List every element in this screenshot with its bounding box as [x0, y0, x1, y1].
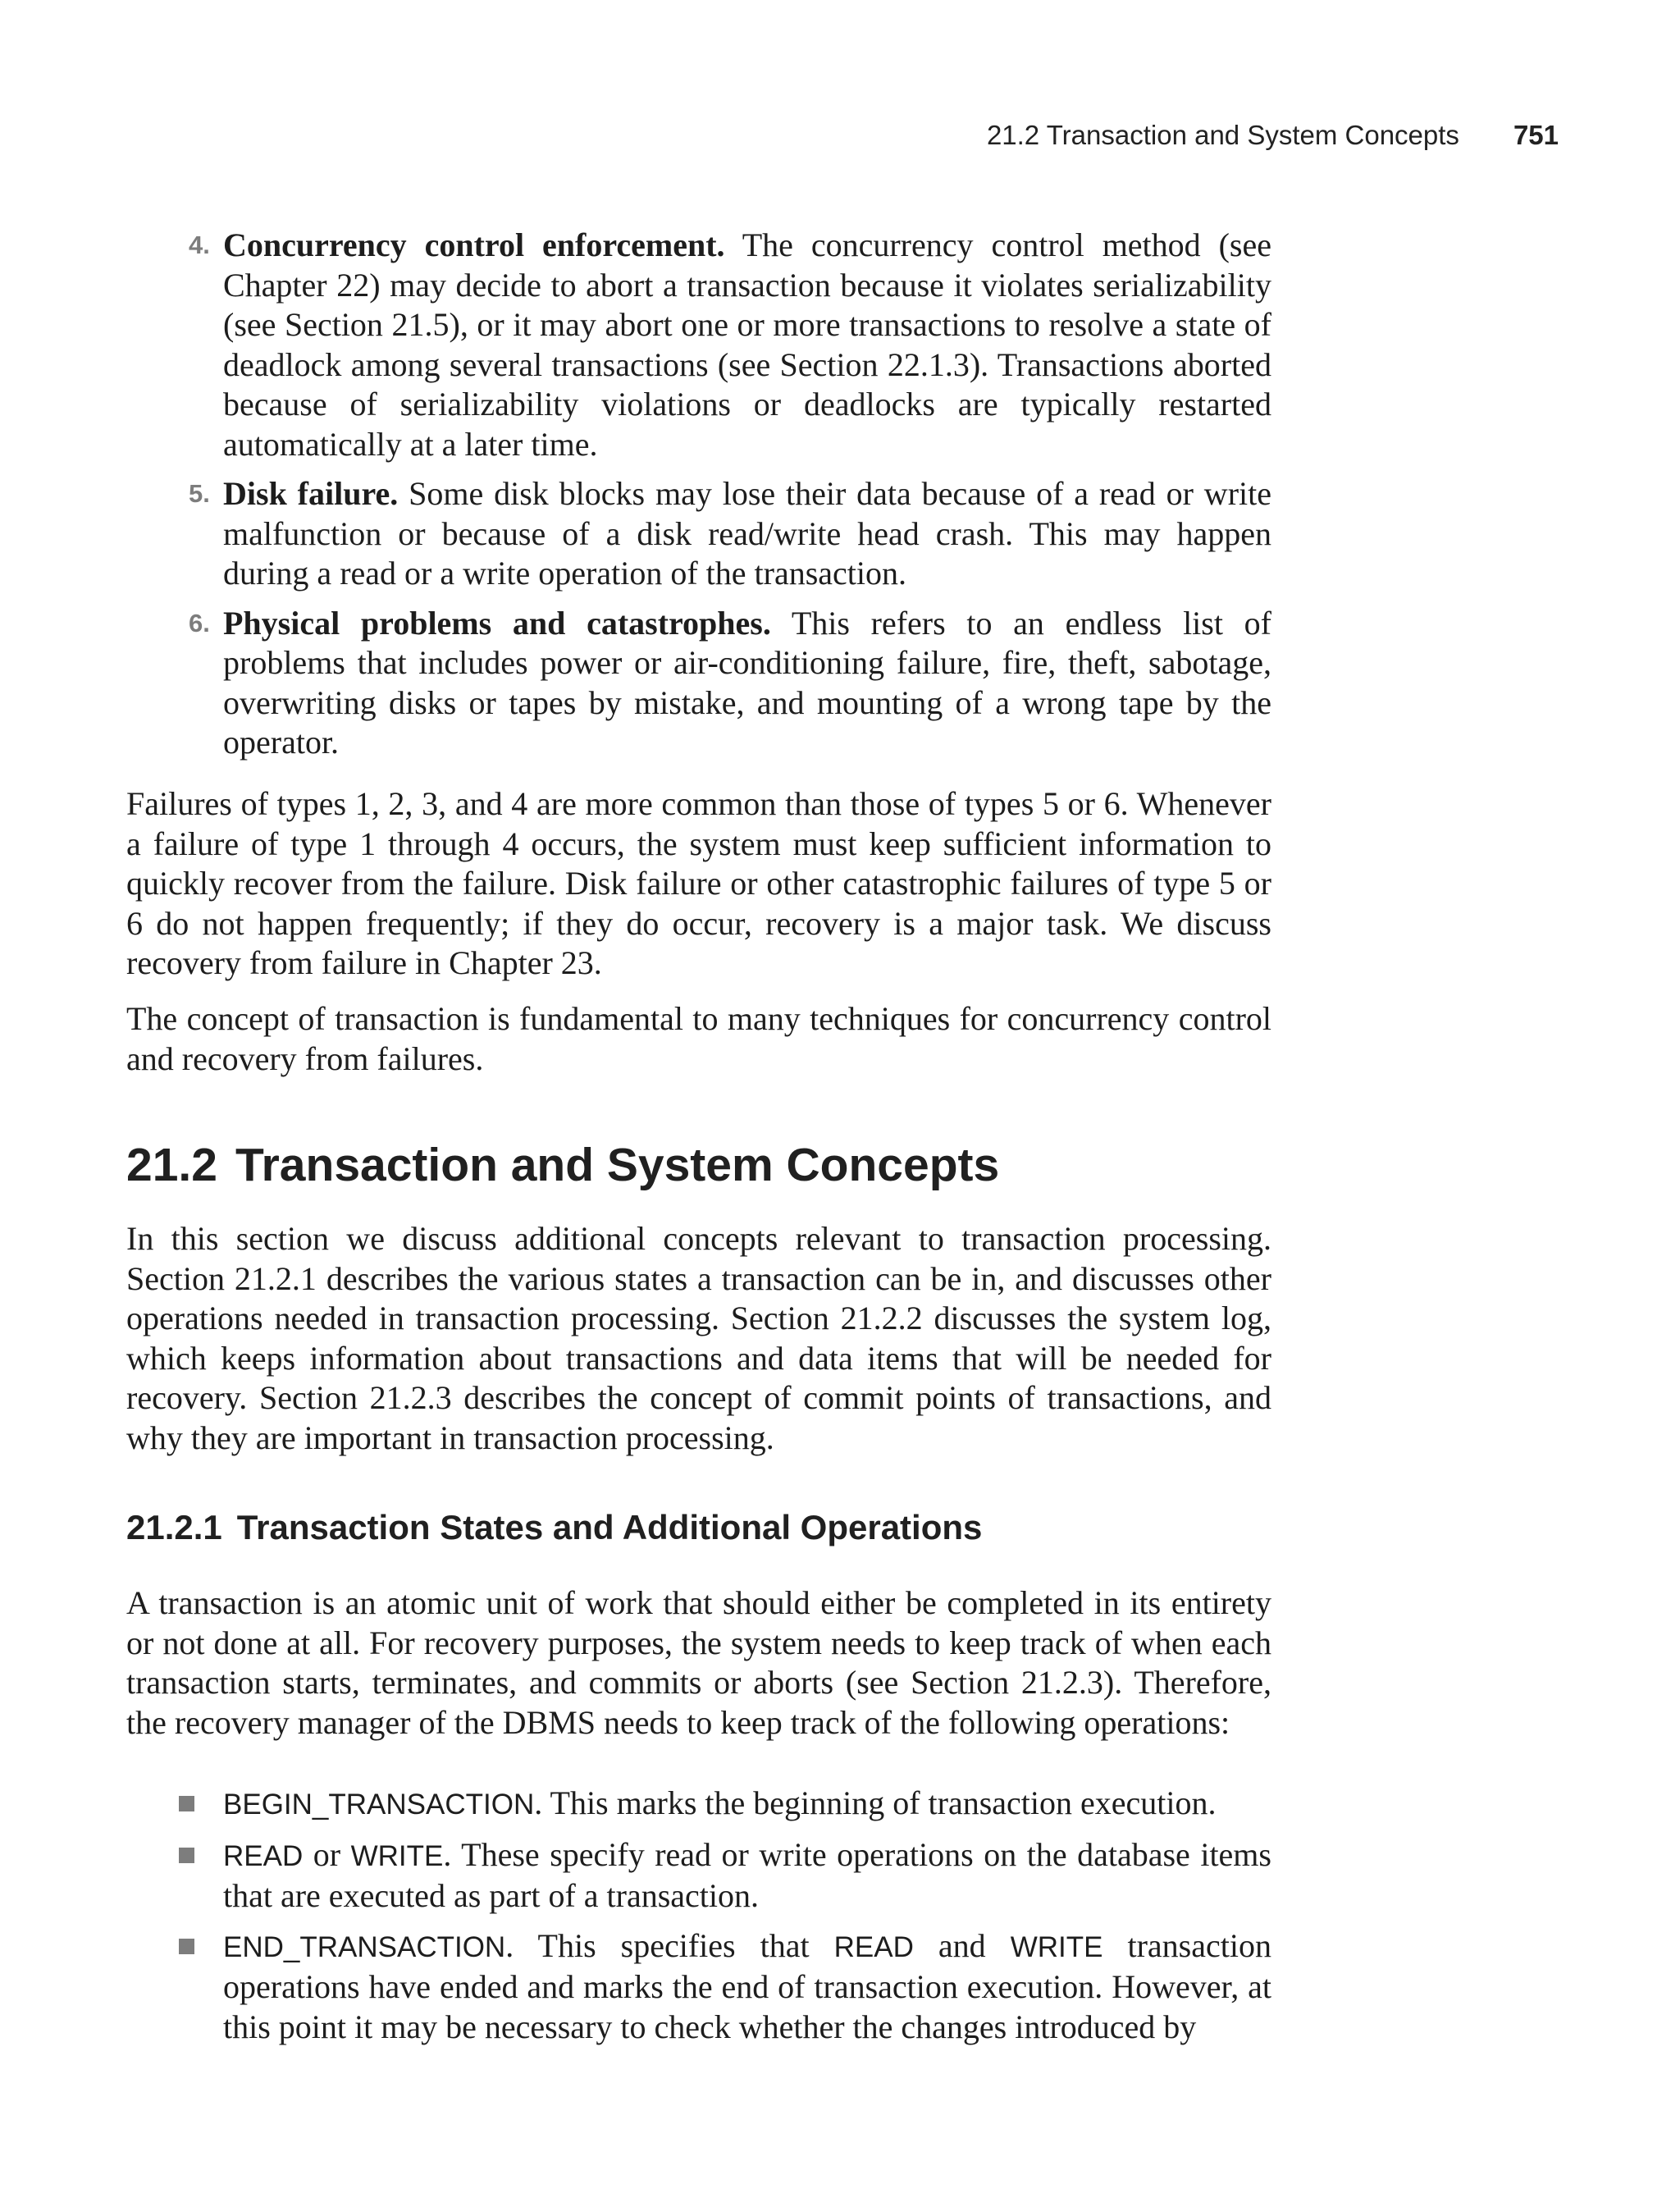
- list-item-term: Physical problems and catastrophes.: [223, 604, 771, 642]
- operation-text: . These specify read or write operations on the database items that are executed as part of a transaction.: [223, 1835, 1271, 1914]
- square-bullet-icon: [179, 1939, 194, 1954]
- list-item-text: This refers to an endless list of problems that includes power or air-conditioning failure, fire, theft, sabotage, overwriting disks or tapes by mistake, and mounting of a wrong tape by the operator.: [223, 604, 1271, 761]
- list-item-term: Concurrency control enforcement.: [223, 226, 725, 263]
- list-item: [126, 1926, 1271, 2048]
- square-bullet-icon: [179, 1796, 194, 1811]
- list-item-text: Some disk blocks may lose their data because of a read or write malfunction or because of a disk read/write head crash. This may happen during a read or a write operation of the transaction.: [223, 475, 1271, 592]
- list-item-term: Disk failure.: [223, 475, 399, 512]
- operation-text: . This marks the beginning of transaction execution.: [534, 1784, 1217, 1821]
- subsection-intro-paragraph: A transaction is an atomic unit of work that should either be completed in its entirety or not done at all. For recovery purposes, the system needs to keep track of when each transaction starts, terminates, and commits or aborts (see Section 21.2.3). Therefore, the recovery manager of the DBMS needs to keep track of the following operations:: [126, 1584, 1271, 1741]
- transaction-concept-paragraph: The concept of transaction is fundamental to many techniques for concurrency control and recovery from failures.: [126, 1000, 1271, 1077]
- operation-code-read: READ: [833, 1930, 914, 1963]
- failure-types-paragraph: Failures of types 1, 2, 3, and 4 are more common than those of types 5 or 6. Whenever a failure of type 1 through 4 occurs, the system must keep sufficient information to quickly recover from the failure. Disk failure or other catastrophic failures of type 5 or 6 do not happen frequently; if they do occur, recovery is a major task. We discuss recovery from failure in Chapter 23.: [126, 785, 1271, 981]
- operation-code: END_TRANSACTION: [223, 1930, 506, 1963]
- list-item: [126, 226, 1271, 464]
- operation-code-write: WRITE: [350, 1839, 444, 1872]
- subsection-number: 21.2.1: [126, 1508, 222, 1546]
- section-number: 21.2: [126, 1139, 217, 1191]
- list-item-number: 4.: [189, 231, 210, 259]
- section-heading: [126, 1136, 999, 1194]
- operation-code-write: WRITE: [1010, 1930, 1103, 1963]
- list-item-number: 6.: [189, 608, 210, 637]
- running-title: 21.2 Transaction and System Concepts: [986, 120, 1459, 150]
- list-item: [126, 1784, 1271, 1825]
- operations-list: [126, 1784, 1271, 2047]
- operation-code-read: READ: [223, 1839, 304, 1872]
- operation-text: and: [913, 1926, 1011, 1964]
- failure-type-list: [126, 226, 1271, 763]
- operation-code: BEGIN_TRANSACTION: [223, 1789, 535, 1821]
- list-item: [126, 604, 1271, 763]
- operation-text: transaction operations have ended and marks the end of transaction execution. However, at this point it may be necessary to check whether the changes introduced by: [223, 1926, 1271, 2045]
- list-item-number: 5.: [189, 479, 210, 508]
- running-header: [987, 120, 1559, 151]
- operation-text: . This specifies that: [505, 1926, 834, 1964]
- subsection-title: Transaction States and Additional Operations: [236, 1508, 983, 1546]
- list-item: [126, 1835, 1271, 1916]
- list-item-text: The concurrency control method (see Chapter 22) may decide to abort a transaction because it violates serializability (see Section 21.5), or it may abort one or more transactions to resolve a state of deadlock among several transactions (see Section 22.1.3). Transactions aborted because of serializability violations or deadlocks are typically restarted automatically at a later time.: [223, 226, 1271, 463]
- list-item: [126, 474, 1271, 594]
- section-intro-paragraph: In this section we discuss additional concepts relevant to transaction processing. Section 21.2.1 describes the various states a transaction can be in, and discusses other operations needed in transaction processing. Section 21.2.2 discusses the system log, which keeps information about transactions and data items that will be needed for recovery. Section 21.2.3 describes the concept of commit points of transactions, and why they are important in transaction processing.: [126, 1220, 1271, 1456]
- subsection-heading: [126, 1506, 982, 1549]
- page-number: 751: [1513, 120, 1559, 150]
- section-title: Transaction and System Concepts: [235, 1139, 1000, 1191]
- operation-connector: or: [303, 1835, 351, 1873]
- square-bullet-icon: [179, 1848, 194, 1863]
